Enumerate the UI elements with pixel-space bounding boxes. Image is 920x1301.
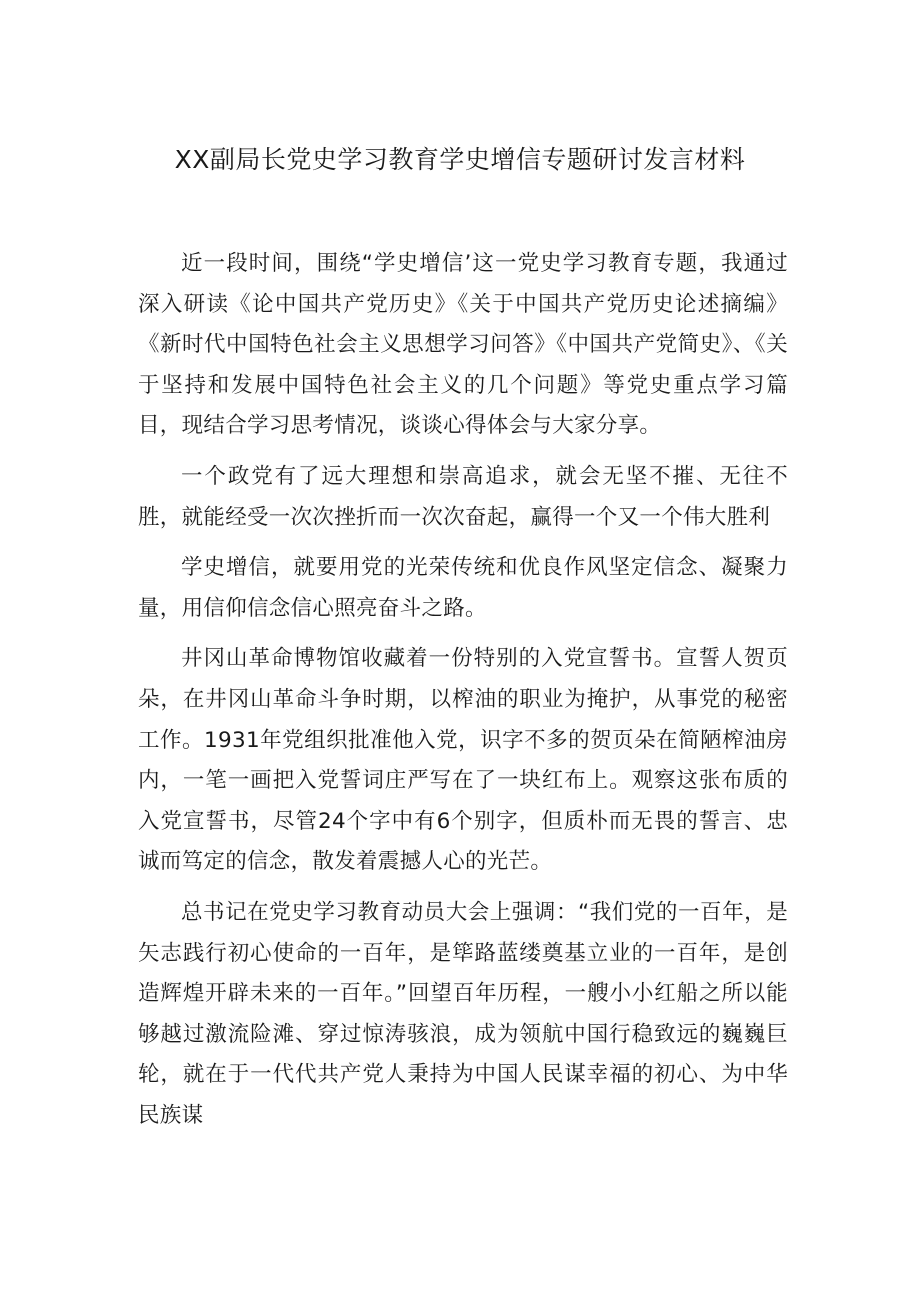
paragraph-centenary: 总书记在党史学习教育动员大会上强调：“我们党的一百年，是矢志践行初心使命的一百年，是筚路蓝缕奠基立业的一百年，是创造辉煌开辟未来的一百年。”回望百年历程，一艘小小红船之所以能够越过激流险滩、穿过惊涛骇浪，成为领航中国行稳致远的巍巍巨轮，就在于一代代共产党人秉持为中国人民谋幸福的初心、为中华民族谋 <box>138 899 788 1128</box>
document-body <box>138 244 788 1136</box>
paragraph-ideals: 一个政党有了远大理想和崇高追求，就会无坚不摧、无往不胜，就能经受一次次挫折而一次次奋起，赢得一个又一个伟大胜利 <box>138 463 788 530</box>
paragraph-intro: 近一段时间，围绕“学史增信’这一党史学习教育专题，我通过深入研读《论中国共产党历史》《关于中国共产党历史论述摘编》《新时代中国特色社会主义思想学习问答》《中国共产党简史》、《关于坚持和发展中国特色社会主义的几个问题》等党史重点学习篇目，现结合学习思考情况，谈谈心得体会与大家分享。 <box>138 251 788 439</box>
document-title: XX副局长党史学习教育学史增信专题研讨发言材料 <box>174 145 746 174</box>
paragraph-oath-story: 井冈山革命博物馆收藏着一份特别的入党宣誓书。宣誓人贺页朵，在井冈山革命斗争时期，以榨油的职业为掩护，从事党的秘密工作。1931年党组织批准他入党，识字不多的贺页朵在简陋榨油房内，一笔一画把入党誓词庄严写在了一块红布上。观察这张布质的入党宣誓书，尽管24个字中有6个别字，但质朴而无畏的誓言、忠诚而笃定的信念，散发着震撼人心的光芒。 <box>138 646 788 875</box>
paragraph-belief: 学史增信，就要用党的光荣传统和优良作风坚定信念、凝聚力量，用信仰信念信心照亮奋斗之路。 <box>138 555 788 621</box>
